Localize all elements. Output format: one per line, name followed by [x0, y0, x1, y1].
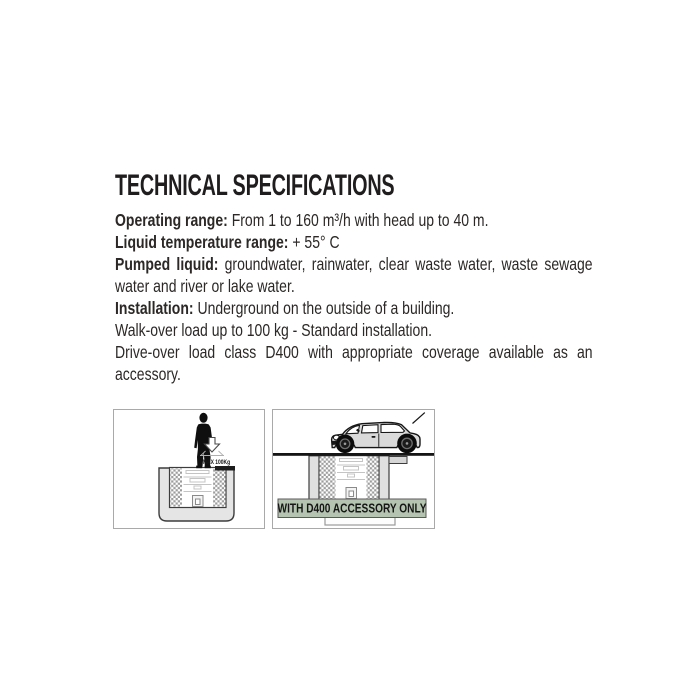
specifications-text [115, 209, 593, 385]
spec-value: From 1 to 160 m³/h with head up to 40 m. [227, 210, 489, 230]
max-load-label: MAX 100Kg [202, 459, 231, 467]
car-icon [332, 413, 425, 454]
spec-value: Walk-over load up to 100 kg - Standard installation. [115, 320, 432, 340]
figure-walk-over-installation [113, 409, 265, 529]
spec-line-drive-over [115, 341, 593, 363]
spec-label: Operating range: [115, 210, 228, 230]
spec-line-operating-range [115, 209, 593, 231]
tank-cross-section-icon [159, 466, 235, 521]
spec-label: Pumped liquid: [115, 254, 219, 274]
ground-line [273, 453, 434, 456]
car-front-wheel [336, 435, 355, 454]
d400-banner [278, 499, 427, 518]
figure-drive-over-installation [272, 409, 435, 529]
drive-over-illustration [273, 410, 434, 528]
d400-banner-label: WITH D400 ACCESSORY ONLY [277, 501, 427, 517]
spec-line-pumped-liquid-cont [115, 275, 593, 297]
car-antenna [413, 413, 425, 424]
spec-value: groundwater, rainwater, clear waste water, waste sewage [218, 254, 593, 274]
spec-line-installation [115, 297, 593, 319]
spec-line-walk-over [115, 319, 593, 341]
spec-line-pumped-liquid [115, 253, 593, 275]
spec-line-drive-over-cont [115, 363, 593, 385]
spec-line-liquid-temperature [115, 231, 593, 253]
spec-value: + 55° C [288, 232, 340, 252]
spec-label: Liquid temperature range: [115, 232, 289, 252]
spec-value: Underground on the outside of a building. [193, 298, 455, 318]
page-title: TECHNICAL SPECIFICATIONS [115, 169, 395, 202]
car-rear-wheel [397, 434, 417, 454]
spec-label: Installation: [115, 298, 194, 318]
spec-value: Drive-over load class D400 with appropriate coverage available as an [115, 342, 593, 362]
spec-value: accessory. [115, 364, 181, 384]
walk-over-illustration [114, 410, 264, 528]
spec-value: water and river or lake water. [115, 276, 295, 296]
